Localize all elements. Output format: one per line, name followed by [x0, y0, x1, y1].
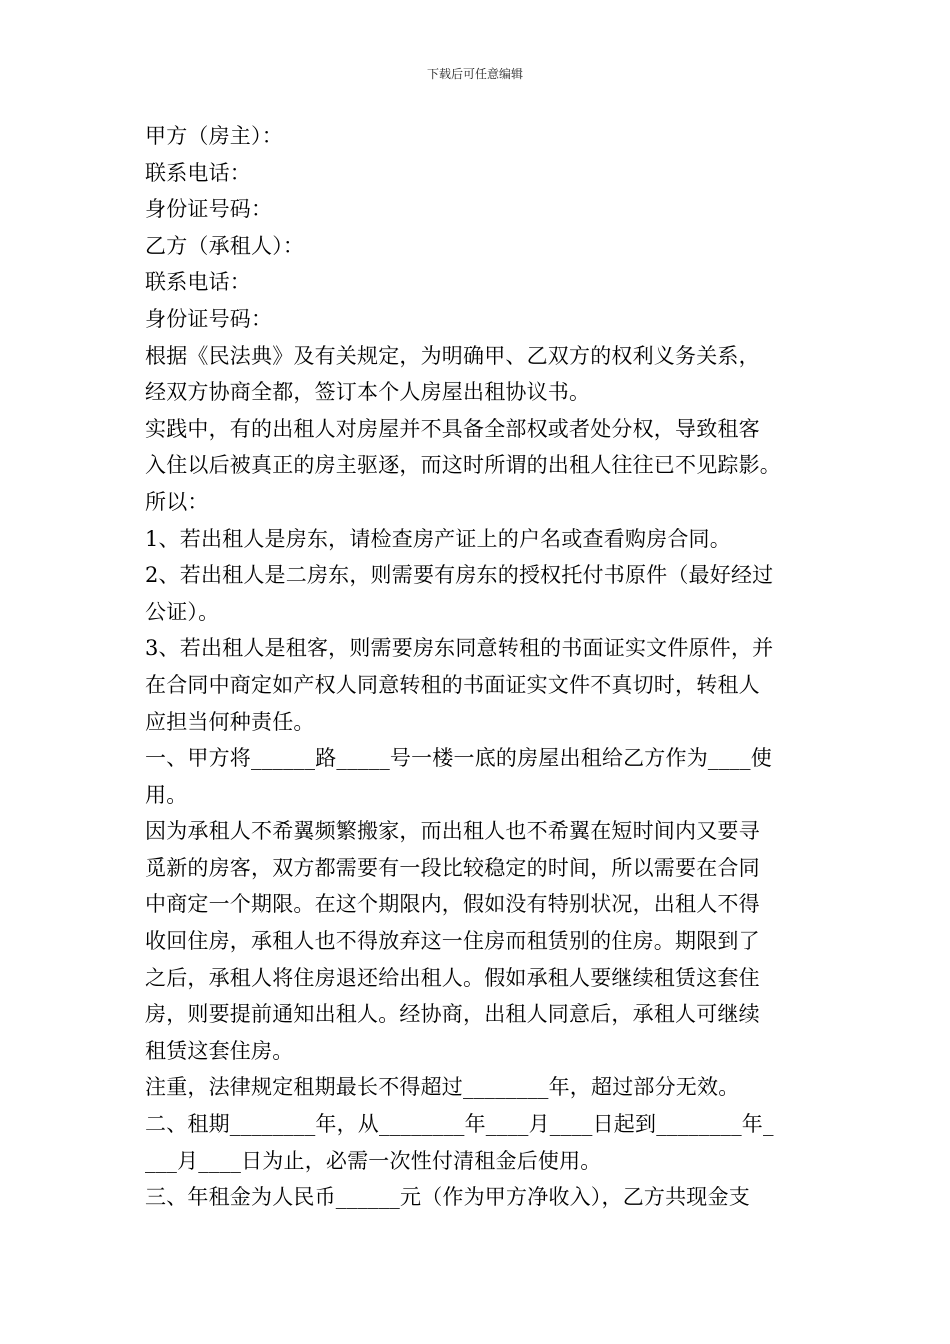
- clause-line: 三、年租金为人民币______元（作为甲方净收入），乙方共现金支: [145, 1185, 750, 1210]
- party-a-id-line: 身份证号码：: [145, 197, 273, 222]
- list-item: 1、若出租人是房东，请检查房产证上的户名或查看购房合同。: [145, 526, 731, 551]
- party-a-line: 甲方（房主）：: [145, 124, 283, 148]
- text-line: 房，则要提前通知出租人。经协商，出租人同意后，承租人可继续: [145, 1002, 760, 1027]
- text-line: 因为承租人不希翼频繁搬家，而出租人也不希翼在短时间内又要寻: [145, 819, 760, 844]
- text-line: 实践中，有的出租人对房屋并不具备全部权或者处分权，导致租客: [145, 416, 760, 441]
- text-line: 注重，法律规定租期最长不得超过________年，超过部分无效。: [145, 1075, 740, 1100]
- text-line: 入住以后被真正的房主驱逐，而这时所谓的出租人往往已不见踪影。: [145, 453, 781, 478]
- page-header: 下载后可任意编辑: [426, 67, 523, 81]
- list-item: 应担当何种责任。: [145, 709, 315, 734]
- list-item: 2、若出租人是二房东，则需要有房东的授权托付书原件（最好经过: [145, 563, 774, 588]
- text-line: 之后，承租人将住房退还给出租人。假如承租人要继续租赁这套住: [145, 965, 760, 990]
- text-line: 经双方协商全都，签订本个人房屋出租协议书。: [145, 380, 591, 405]
- clause-line: 用。: [145, 782, 188, 807]
- party-b-phone-line: 联系电话：: [145, 270, 251, 295]
- list-item: 3、若出租人是租客，则需要房东同意转租的书面证实文件原件，并: [145, 636, 774, 661]
- list-item: 公证）。: [145, 599, 220, 624]
- text-line: 所以：: [145, 489, 209, 514]
- clause-line: 二、租期________年，从________年____月____日起到________年_: [145, 1112, 774, 1137]
- text-line: 觅新的房客，双方都需要有一段比较稳定的时间，所以需要在合同: [145, 855, 760, 880]
- clause-line: ___月____日为止，必需一次性付清租金后使用。: [145, 1148, 602, 1173]
- party-a-phone-line: 联系电话：: [145, 160, 251, 185]
- document-body: [145, 118, 815, 1216]
- text-line: 收回住房，承租人也不得放弃这一住房而租赁别的住房。期限到了: [145, 929, 760, 954]
- text-line: 租赁这套住房。: [145, 1038, 294, 1063]
- party-b-id-line: 身份证号码：: [145, 306, 273, 331]
- list-item: 在合同中商定如产权人同意转租的书面证实文件不真切时，转租人: [145, 672, 760, 697]
- text-line: 根据《民法典》及有关规定，为明确甲、乙双方的权利义务关系，: [145, 343, 760, 368]
- party-b-line: 乙方（承租人）：: [145, 233, 305, 258]
- clause-line: 一、甲方将______路_____号一楼一底的房屋出租给乙方作为____使: [145, 746, 772, 771]
- text-line: 中商定一个期限。在这个期限内，假如没有特别状况，出租人不得: [145, 892, 760, 917]
